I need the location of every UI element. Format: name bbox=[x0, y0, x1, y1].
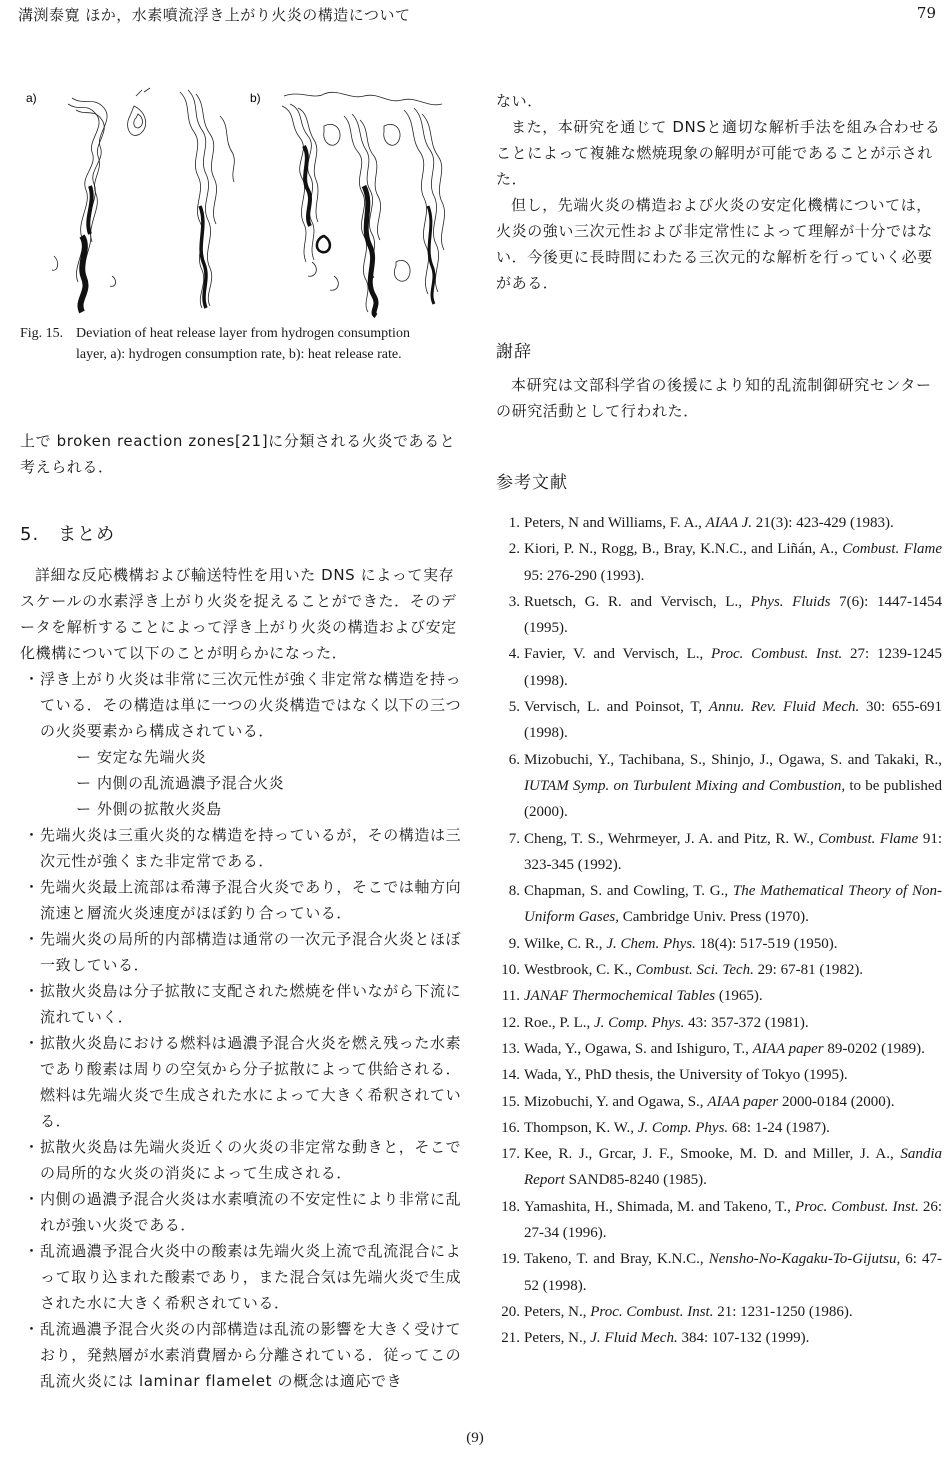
bullet-text: 先端火炎は三重火炎的な構造を持っているが，その構造は三次元性が強くまた非定常である． bbox=[40, 826, 462, 870]
acknowledgement-text: 本研究は文部科学省の後援により知的乱流制御研究センターの研究活動として行われた． bbox=[496, 376, 932, 420]
bullet-item bbox=[20, 1134, 462, 1186]
reference-item bbox=[496, 1246, 942, 1299]
reference-details: 91: 323-345 (1992). bbox=[524, 830, 942, 873]
figure-caption bbox=[20, 323, 462, 365]
bullet-marker: ・ bbox=[24, 1242, 40, 1260]
summary-bullets bbox=[20, 666, 462, 1394]
paragraph-continuation: 上で broken reaction zones[21]に分類される火炎であると考えられる． bbox=[20, 432, 456, 476]
paragraph-continuation-right: ない． bbox=[496, 92, 543, 110]
reference-details: SAND85-8240 (1985). bbox=[564, 1172, 707, 1189]
caption-label: Fig. 15. bbox=[20, 326, 64, 341]
reference-item bbox=[496, 1115, 942, 1141]
reference-item bbox=[496, 589, 942, 642]
reference-source: Phys. Fluids bbox=[750, 593, 831, 610]
reference-authors: Mizobuchi, Y. and Ogawa, S., bbox=[524, 1093, 708, 1110]
reference-details: to be published (2000). bbox=[524, 777, 942, 821]
reference-number: 16 . bbox=[496, 1115, 520, 1141]
reference-source: AIAA paper bbox=[707, 1093, 779, 1110]
reference-source: J. Comp. Phys. bbox=[594, 1014, 685, 1031]
reference-authors: Vervisch, L. and Poinsot, T, bbox=[524, 699, 709, 716]
reference-details: Cambridge Univ. Press (1970). bbox=[619, 909, 809, 926]
reference-number: 20 . bbox=[496, 1299, 520, 1325]
bullet-text: 先端火炎の局所的内部構造は通常の一次元予混合火炎とほぼ一致している． bbox=[40, 930, 462, 974]
reference-number: 10 . bbox=[496, 957, 520, 983]
reference-item bbox=[496, 1089, 942, 1115]
reference-details: 29: 67-81 (1982). bbox=[753, 962, 864, 979]
reference-number: 2 . bbox=[496, 536, 520, 562]
reference-source: AIAA paper bbox=[752, 1040, 824, 1057]
bullet-text: 内側の過濃予混合火炎は水素噴流の不安定性により非常に乱れが強い火炎である． bbox=[40, 1190, 462, 1234]
reference-details: (1965). bbox=[715, 988, 763, 1005]
reference-list bbox=[496, 510, 942, 1352]
sub-item: ー 安定な先端火炎 bbox=[76, 748, 207, 766]
reference-source: Combust. Flame bbox=[818, 830, 919, 847]
reference-number: 14 . bbox=[496, 1062, 520, 1088]
reference-details: 95: 276-290 (1993). bbox=[524, 567, 645, 584]
reference-source: The Mathematical Theory of Non-Uniform Gases, bbox=[524, 883, 942, 926]
reference-source: IUTAM Symp. on Turbulent Mixing and Combustion, bbox=[524, 777, 846, 794]
reference-details: 384: 107-132 (1999). bbox=[677, 1330, 810, 1347]
reference-source: JANAF Thermochemical Tables bbox=[524, 988, 716, 1005]
reference-authors: Kee, R. J., Grcar, J. F., Smooke, M. D. and Miller, J. A., bbox=[524, 1146, 901, 1163]
reference-details: 2000-0184 (2000). bbox=[778, 1093, 895, 1110]
reference-number: 4 . bbox=[496, 641, 520, 667]
reference-item bbox=[496, 1010, 942, 1036]
bullet-text: 拡散火炎島は分子拡散に支配された燃焼を伴いながら下流に流れていく． bbox=[40, 982, 462, 1026]
summary-intro: 詳細な反応機構および輸送特性を用いた DNS によって実存スケールの水素浮き上がり火炎を捉えることができた．そのデータを解析することによって浮き上がり火炎の構造および安定化機構について以下のことが明らかになった． bbox=[20, 566, 457, 662]
sub-item: ー 外側の拡散火炎島 bbox=[76, 800, 222, 818]
page-number: 79 bbox=[916, 4, 936, 22]
reference-item bbox=[496, 957, 942, 983]
paragraph-dns: また，本研究を通じて DNSと適切な解析手法を組み合わせることによって複雑な燃焼現象の解明が可能であることが示された． bbox=[496, 118, 941, 188]
reference-authors: Kiori, P. N., Rogg, B., Bray, K.N.C., and Liñán, A., bbox=[524, 541, 843, 558]
bullet-marker: ・ bbox=[24, 1320, 40, 1338]
reference-number: 13 . bbox=[496, 1036, 520, 1062]
footer-page-label: (9) bbox=[466, 1430, 484, 1446]
bullet-item bbox=[20, 874, 462, 926]
paragraph-future-work: 但し，先端火炎の構造および火炎の安定化機構については，火炎の強い三次元性および非定常性によって理解が十分ではない．今後更に長時間にわたる三次元的な解析を行っていく必要がある． bbox=[496, 196, 933, 292]
reference-number: 1 . bbox=[496, 510, 520, 536]
bullet-marker: ・ bbox=[24, 1190, 40, 1208]
figure-15 bbox=[24, 86, 462, 318]
section-heading-references: 参考文献 bbox=[496, 473, 568, 493]
reference-item bbox=[496, 1141, 942, 1194]
reference-item bbox=[496, 694, 942, 747]
reference-authors: Favier, V. and Vervisch, L., bbox=[524, 646, 712, 663]
reference-authors: Wada, Y., Ogawa, S. and Ishiguro, T., bbox=[524, 1040, 753, 1057]
bullet-text: 拡散火炎島は先端火炎近くの火炎の非定常な動きと，そこでの局所的な火炎の消炎によって生成される． bbox=[40, 1138, 462, 1182]
reference-source: J. Chem. Phys. bbox=[606, 935, 696, 952]
reference-source: Nensho-No-Kagaku-To-Gijutsu, bbox=[708, 1251, 901, 1268]
reference-number: 21 . bbox=[496, 1325, 520, 1351]
reference-number: 9 . bbox=[496, 931, 520, 957]
bullet-item bbox=[20, 1186, 462, 1238]
reference-authors: Wada, Y., PhD thesis, the University of Tokyo (1995). bbox=[524, 1067, 848, 1084]
reference-authors: Ruetsch, G. R. and Vervisch, L., bbox=[524, 593, 751, 610]
reference-authors: Westbrook, C. K., bbox=[524, 962, 636, 979]
reference-item bbox=[496, 1299, 942, 1325]
reference-item bbox=[496, 641, 942, 694]
reference-number: 17 . bbox=[496, 1141, 520, 1167]
reference-authors: Yamashita, H., Shimada, M. and Takeno, T., bbox=[524, 1198, 795, 1215]
reference-number: 19 . bbox=[496, 1246, 520, 1272]
reference-source: J. Comp. Phys. bbox=[637, 1119, 729, 1136]
reference-source: Sandia Report bbox=[524, 1146, 942, 1189]
bullet-item bbox=[20, 1238, 462, 1316]
reference-authors: Peters, N., bbox=[524, 1303, 591, 1320]
bullet-item bbox=[20, 926, 462, 978]
reference-number: 7 . bbox=[496, 826, 520, 852]
panel-a-contours bbox=[52, 88, 234, 312]
reference-item bbox=[496, 1036, 942, 1062]
reference-details: 30: 655-691 (1998). bbox=[524, 699, 942, 742]
reference-item bbox=[496, 1062, 942, 1088]
reference-authors: Peters, N., bbox=[524, 1330, 591, 1347]
summary-body bbox=[20, 562, 462, 1394]
bullet-marker: ・ bbox=[24, 1138, 40, 1156]
reference-authors: Thompson, K. W., bbox=[524, 1119, 638, 1136]
reference-source: Proc. Combust. Inst. bbox=[794, 1198, 919, 1215]
reference-number: 15 . bbox=[496, 1089, 520, 1115]
bullet-item bbox=[20, 1316, 462, 1394]
reference-source: Annu. Rev. Fluid Mech. bbox=[708, 699, 860, 716]
reference-item bbox=[496, 747, 942, 826]
bullet-text: 拡散火炎島における燃料は過濃予混合火炎を燃え残った水素であり酸素は周りの空気から分子拡散によって供給される．燃料は先端火炎で生成された水によって大きく希釈されている． bbox=[40, 1034, 462, 1130]
reference-details: 89-0202 (1989). bbox=[823, 1040, 925, 1057]
panel-b-label: b) bbox=[250, 91, 261, 105]
reference-source: AIAA J. bbox=[705, 515, 753, 531]
reference-details: 68: 1-24 (1987). bbox=[728, 1119, 830, 1136]
bullet-marker: ・ bbox=[24, 1034, 40, 1052]
reference-details: 7(6): 1447-1454 (1995). bbox=[524, 593, 942, 637]
section-heading-acknowledgement: 謝辞 bbox=[496, 342, 532, 362]
reference-number: 5 . bbox=[496, 694, 520, 720]
bullet-text: 浮き上がり火炎は非常に三次元性が強く非定常な構造を持っている．その構造は単に一つの火炎構造ではなく以下の三つの火炎要素から構成されている． bbox=[40, 670, 462, 740]
reference-number: 3 . bbox=[496, 589, 520, 615]
bullet-item bbox=[20, 666, 462, 822]
reference-authors: Peters, N and Williams, F. A., bbox=[524, 515, 706, 531]
caption-line-2: layer, a): hydrogen consumption rate, b): heat release rate. bbox=[76, 347, 402, 362]
reference-number: 8 . bbox=[496, 878, 520, 904]
reference-details: 6: 47-52 (1998). bbox=[524, 1251, 942, 1294]
bullet-text: 先端火炎最上流部は希薄予混合火炎であり，そこでは軸方向流速と層流火炎速度がほぼ釣り合っている． bbox=[40, 878, 462, 922]
reference-number: 6 . bbox=[496, 747, 520, 773]
reference-item bbox=[496, 1325, 942, 1351]
reference-item bbox=[496, 983, 942, 1009]
reference-item bbox=[496, 1194, 942, 1247]
reference-item bbox=[496, 931, 942, 957]
reference-details: 27: 1239-1245 (1998). bbox=[524, 646, 942, 689]
reference-number: 12 . bbox=[496, 1010, 520, 1036]
reference-number: 18 . bbox=[496, 1194, 520, 1220]
reference-authors: Takeno, T. and Bray, K.N.C., bbox=[524, 1251, 709, 1268]
bullet-marker: ・ bbox=[24, 826, 40, 844]
reference-authors: Mizobuchi, Y., Tachibana, S., Shinjo, J., Ogawa, S. and Takaki, R., bbox=[524, 751, 942, 768]
reference-source: Proc. Combust. Inst. bbox=[590, 1303, 714, 1320]
bullet-item bbox=[20, 822, 462, 874]
reference-item bbox=[496, 510, 942, 536]
reference-details: 26: 27-34 (1996). bbox=[524, 1198, 942, 1242]
panel-a-label: a) bbox=[26, 91, 37, 105]
flame-element-list bbox=[40, 744, 462, 822]
reference-authors: Cheng, T. S., Wehrmeyer, J. A. and Pitz, R. W., bbox=[524, 830, 819, 847]
section-heading-summary: 5. まとめ bbox=[20, 524, 116, 545]
running-title: 溝渕泰寛 ほか，水素噴流浮き上がり火炎の構造について bbox=[18, 6, 411, 24]
panel-b-contours bbox=[282, 92, 445, 316]
reference-item bbox=[496, 878, 942, 931]
reference-number: 11 . bbox=[496, 983, 520, 1009]
reference-details: 21(3): 423-429 (1983). bbox=[752, 515, 894, 531]
reference-details: 18(4): 517-519 (1950). bbox=[695, 935, 838, 952]
bullet-item bbox=[20, 978, 462, 1030]
bullet-marker: ・ bbox=[24, 930, 40, 948]
reference-details: 21: 1231-1250 (1986). bbox=[713, 1303, 853, 1320]
sub-item: ー 内側の乱流過濃予混合火炎 bbox=[76, 774, 285, 792]
reference-authors: Roe., P. L., bbox=[524, 1014, 595, 1031]
acknowledgement-body bbox=[496, 372, 942, 424]
reference-item bbox=[496, 536, 942, 589]
reference-authors: Wilke, C. R., bbox=[524, 935, 607, 952]
bullet-item bbox=[20, 1030, 462, 1134]
reference-item bbox=[496, 826, 942, 879]
right-column-text bbox=[496, 88, 942, 296]
reference-source: J. Fluid Mech. bbox=[590, 1330, 678, 1347]
caption-line-1: Deviation of heat release layer from hydrogen consumption bbox=[76, 326, 410, 341]
bullet-marker: ・ bbox=[24, 982, 40, 1000]
reference-source: Combust. Sci. Tech. bbox=[635, 962, 754, 979]
bullet-marker: ・ bbox=[24, 878, 40, 896]
bullet-text: 乱流過濃予混合火炎中の酸素は先端火炎上流で乱流混合によって取り込まれた酸素であり，また混合気は先端火炎で生成された水に大きく希釈されている． bbox=[40, 1242, 462, 1312]
reference-source: Proc. Combust. Inst. bbox=[711, 646, 843, 663]
bullet-marker: ・ bbox=[24, 670, 40, 688]
reference-details: 43: 357-372 (1981). bbox=[684, 1014, 809, 1031]
bullet-text: 乱流過濃予混合火炎の内部構造は乱流の影響を大きく受けており，発熱層が水素消費層から分離されている．従ってこの乱流火炎には laminar flamelet の概念は適応でき bbox=[40, 1320, 462, 1390]
reference-authors: Chapman, S. and Cowling, T. G., bbox=[524, 883, 733, 900]
reference-source: Combust. Flame bbox=[842, 541, 942, 558]
